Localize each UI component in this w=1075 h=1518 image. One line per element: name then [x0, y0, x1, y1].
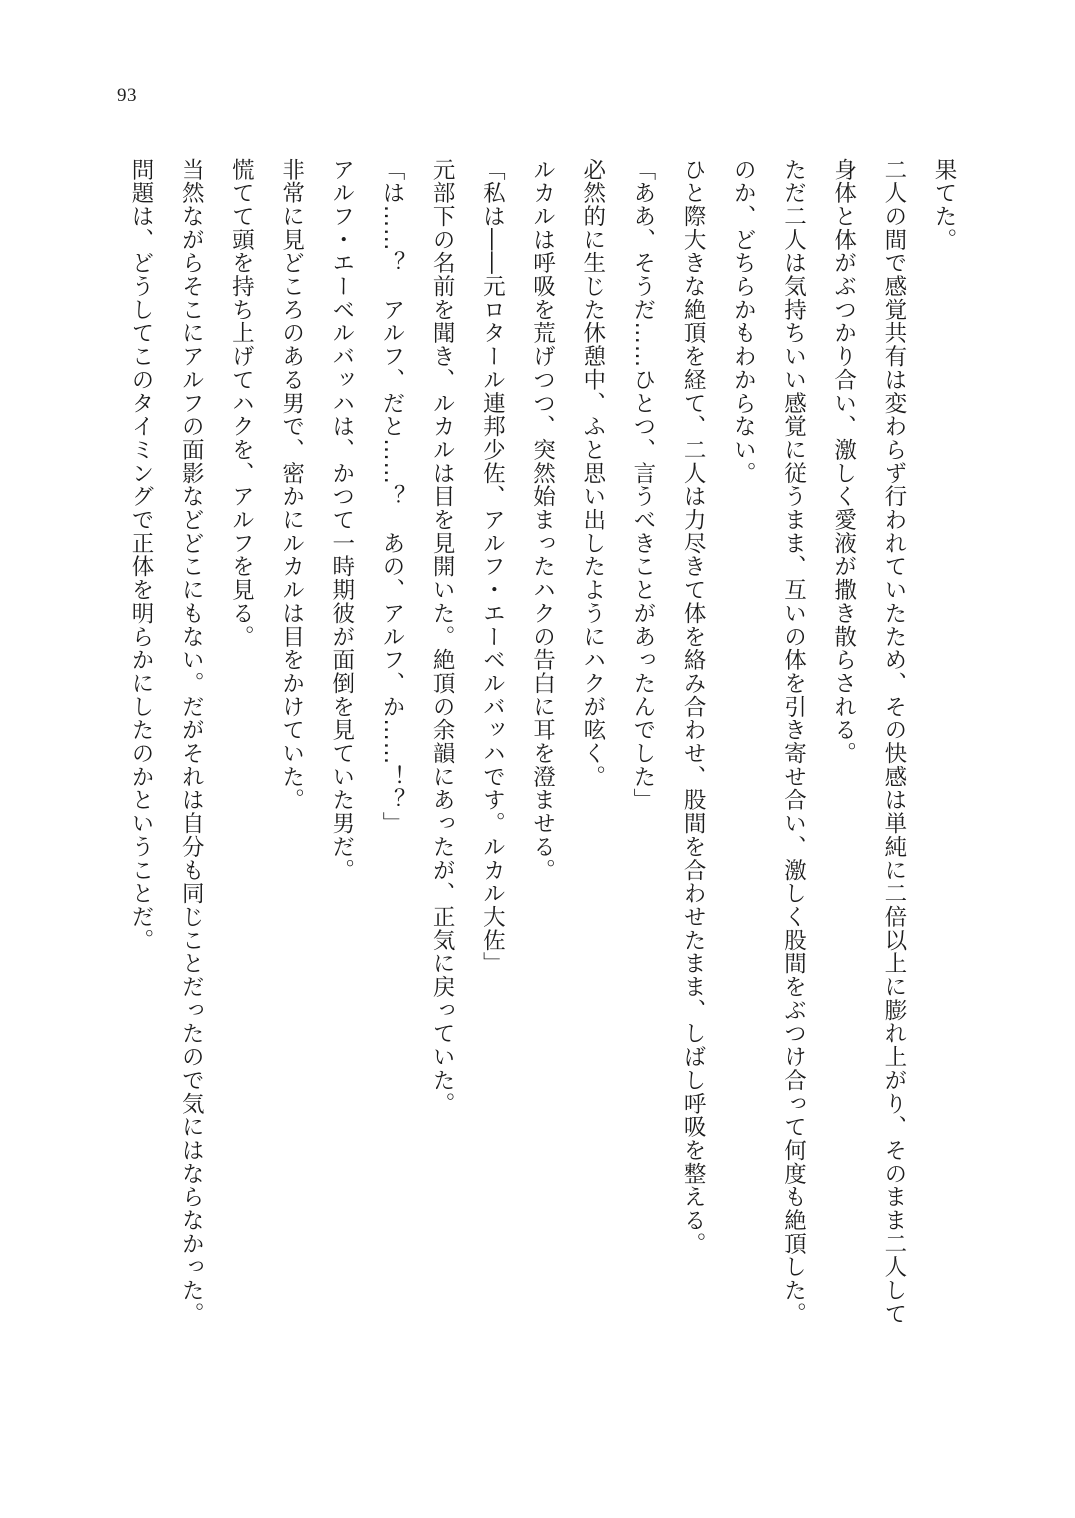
- text-line: 果てた。: [931, 158, 957, 252]
- text-line: のか、どちらかもわからない。: [730, 158, 757, 485]
- text-line: 元部下の名前を聞き、ルカルは目を見開いた。絶頂の余韻にあったが、正気に戻っていた。: [429, 158, 456, 1116]
- text-line: 当然ながらそこにアルフの面影などどこにもない。だがそれは自分も同じことだったので気にはならなかった。: [178, 158, 205, 1326]
- page-number: 93: [117, 85, 137, 106]
- text-line: 非常に見どころのある男で、密かにルカルは目をかけていた。: [278, 158, 305, 812]
- text-line: 問題は、どうしてこのタイミングで正体を明らかにしたのかということだ。: [128, 158, 154, 952]
- text-line: ただ二人は気持ちいい感覚に従うまま、互いの体を引き寄せ合い、激しく股間をぶつけ合って何度も絶頂した。: [780, 158, 807, 1326]
- text-line: 身体と体がぶつかり合い、激しく愛液が撒き散らされる。: [830, 158, 857, 766]
- text-line: 「私は――元ロタール連邦少佐、アルフ・エーベルバッハです。ルカル大佐」: [479, 158, 506, 976]
- text-line: ひと際大きな絶頂を経て、二人は力尽きて体を絡み合わせ、股間を合わせたまま、しばし呼吸を整える。: [680, 158, 707, 1256]
- text-line: 「は……？ アルフ、だと……？ あの、アルフ、か……！？」: [378, 158, 405, 836]
- text-line: 必然的に生じた休憩中、ふと思い出したようにハクが呟く。: [579, 158, 606, 789]
- text-line: 二人の間で感覚共有は変わらず行われていたため、その快感は単純に二倍以上に膨れ上がり、そのまま二人して: [880, 158, 907, 1326]
- vertical-text-body: [128, 158, 957, 1358]
- text-line: ルカルは呼吸を荒げつつ、突然始まったハクの告白に耳を澄ませる。: [529, 158, 556, 882]
- text-line: アルフ・エーベルバッハは、かつて一時期彼が面倒を見ていた男だ。: [328, 158, 355, 882]
- text-line: 慌てて頭を持ち上げてハクを、アルフを見る。: [228, 158, 255, 649]
- text-line: 「ああ、そうだ……ひとつ、言うべきことがあったんでした」: [629, 158, 656, 812]
